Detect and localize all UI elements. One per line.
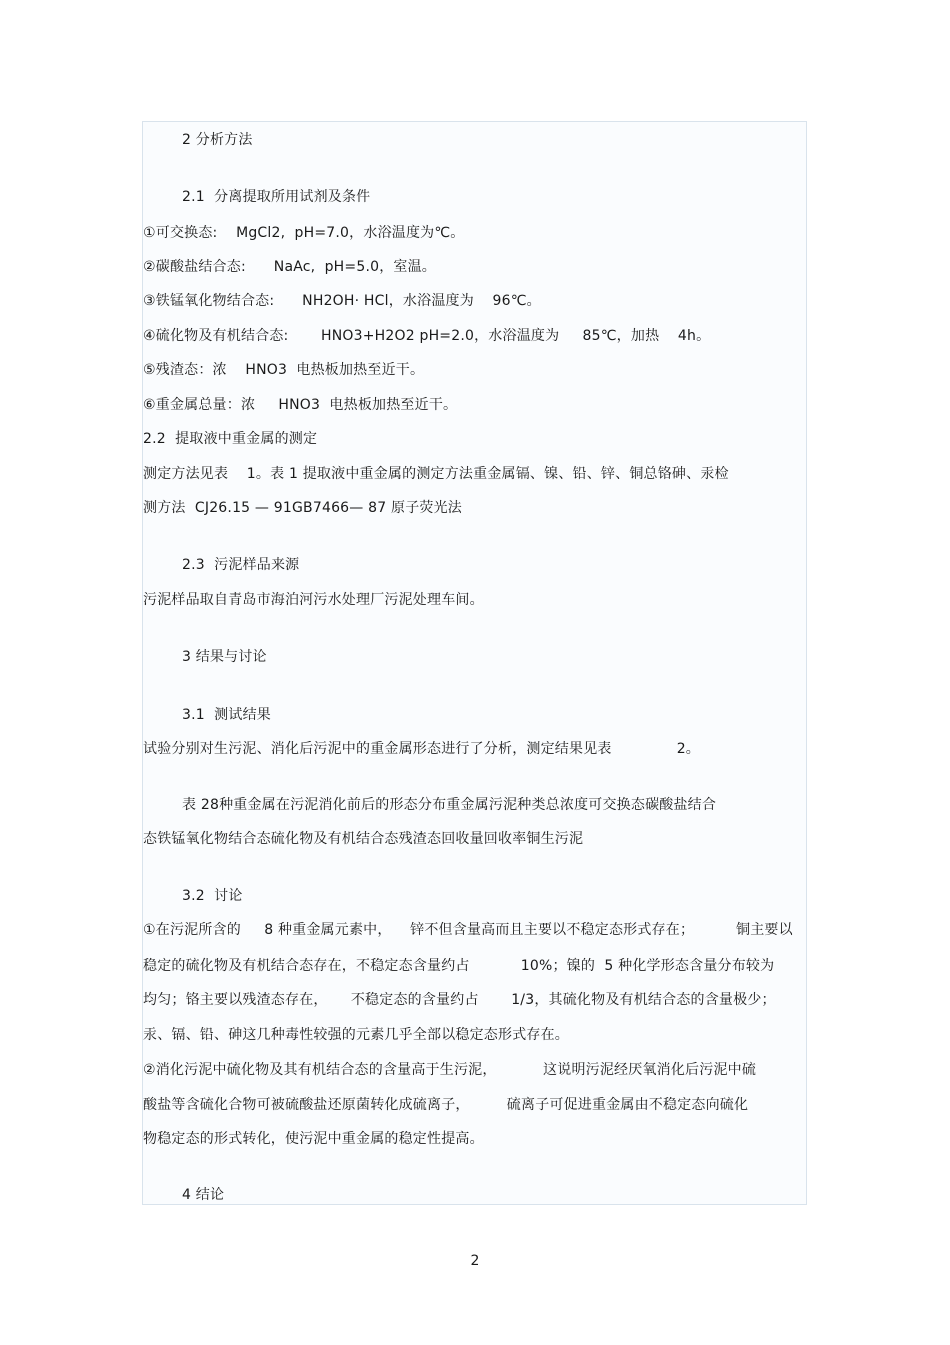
table-caption-line-2: 态铁锰氧化物结合态硫化物及有机结合态残渣态回收量回收率铜生污泥 — [143, 831, 584, 847]
paragraph-methods-line-2: 测方法 CJ26.15 — 91GB7466— 87 原子荧光法 — [143, 500, 462, 516]
heading-3-1: 3.1 测试结果 — [182, 707, 271, 723]
list-item-fe-mn-oxide: ③铁锰氧化物结合态: NH2OH· HCl，水浴温度为 96℃。 — [143, 293, 541, 309]
page-number: 2 — [470, 1253, 480, 1269]
list-item-exchangeable: ①可交换态: MgCl2, pH=7.0，水浴温度为℃。 — [143, 225, 465, 241]
list-item-residual: ⑤残渣态：浓 HNO3 电热板加热至近干。 — [143, 362, 425, 378]
discussion-2-line-3: 物稳定态的形式转化，使污泥中重金属的稳定性提高。 — [143, 1131, 484, 1147]
heading-2-3: 2.3 污泥样品来源 — [182, 557, 300, 573]
paragraph-test-results: 试验分别对生污泥、消化后污泥中的重金属形态进行了分析，测定结果见表 2。 — [143, 741, 701, 757]
heading-4-conclusion: 4 结论 — [182, 1187, 225, 1203]
list-item-sulfide-organic: ④硫化物及有机结合态: HNO3+H2O2 pH=2.0，水浴温度为 85℃，加热 4h。 — [143, 328, 711, 344]
discussion-1-line-4: 汞、镉、铅、砷这几种毒性较强的元素几乎全部以稳定态形式存在。 — [143, 1027, 569, 1043]
heading-2-methods: 2 分析方法 — [182, 132, 253, 148]
discussion-1-line-2: 稳定的硫化物及有机结合态存在，不稳定态含量约占 10%；镍的 5 种化学形态含量分布较为 — [143, 958, 775, 974]
list-item-total: ⑥重金属总量：浓 HNO3 电热板加热至近干。 — [143, 397, 458, 413]
discussion-2-line-2: 酸盐等含硫化合物可被硫酸盐还原菌转化成硫离子， 硫离子可促进重金属由不稳定态向硫化 — [143, 1097, 749, 1113]
discussion-2-line-1: ②消化污泥中硫化物及其有机结合态的含量高于生污泥， 这说明污泥经厌氧消化后污泥中硫 — [143, 1062, 757, 1078]
table-caption-line-1: 表 28种重金属在污泥消化前后的形态分布重金属污泥种类总浓度可交换态碳酸盐结合 — [182, 797, 717, 813]
paragraph-sample-source: 污泥样品取自青岛市海泊河污水处理厂污泥处理车间。 — [143, 592, 484, 608]
heading-2-2: 2.2 提取液中重金属的测定 — [143, 431, 318, 447]
heading-3-results: 3 结果与讨论 — [182, 649, 267, 665]
discussion-1-line-3: 均匀；铬主要以残渣态存在， 不稳定态的含量约占 1/3，其硫化物及有机结合态的含量极少； — [143, 992, 776, 1008]
heading-3-2: 3.2 讨论 — [182, 888, 243, 904]
discussion-1-line-1: ①在污泥所含的 8 种重金属元素中， 锌不但含量高而且主要以不稳定态形式存在； 铜主要以 — [143, 922, 793, 938]
list-item-carbonate: ②碳酸盐结合态: NaAc, pH=5.0，室温。 — [143, 259, 437, 275]
paragraph-methods-line-1: 测定方法见表 1。表 1 提取液中重金属的测定方法重金属镉、镍、铅、锌、铜总铬砷、汞检 — [143, 466, 729, 482]
heading-2-1: 2.1 分离提取所用试剂及条件 — [182, 189, 371, 205]
